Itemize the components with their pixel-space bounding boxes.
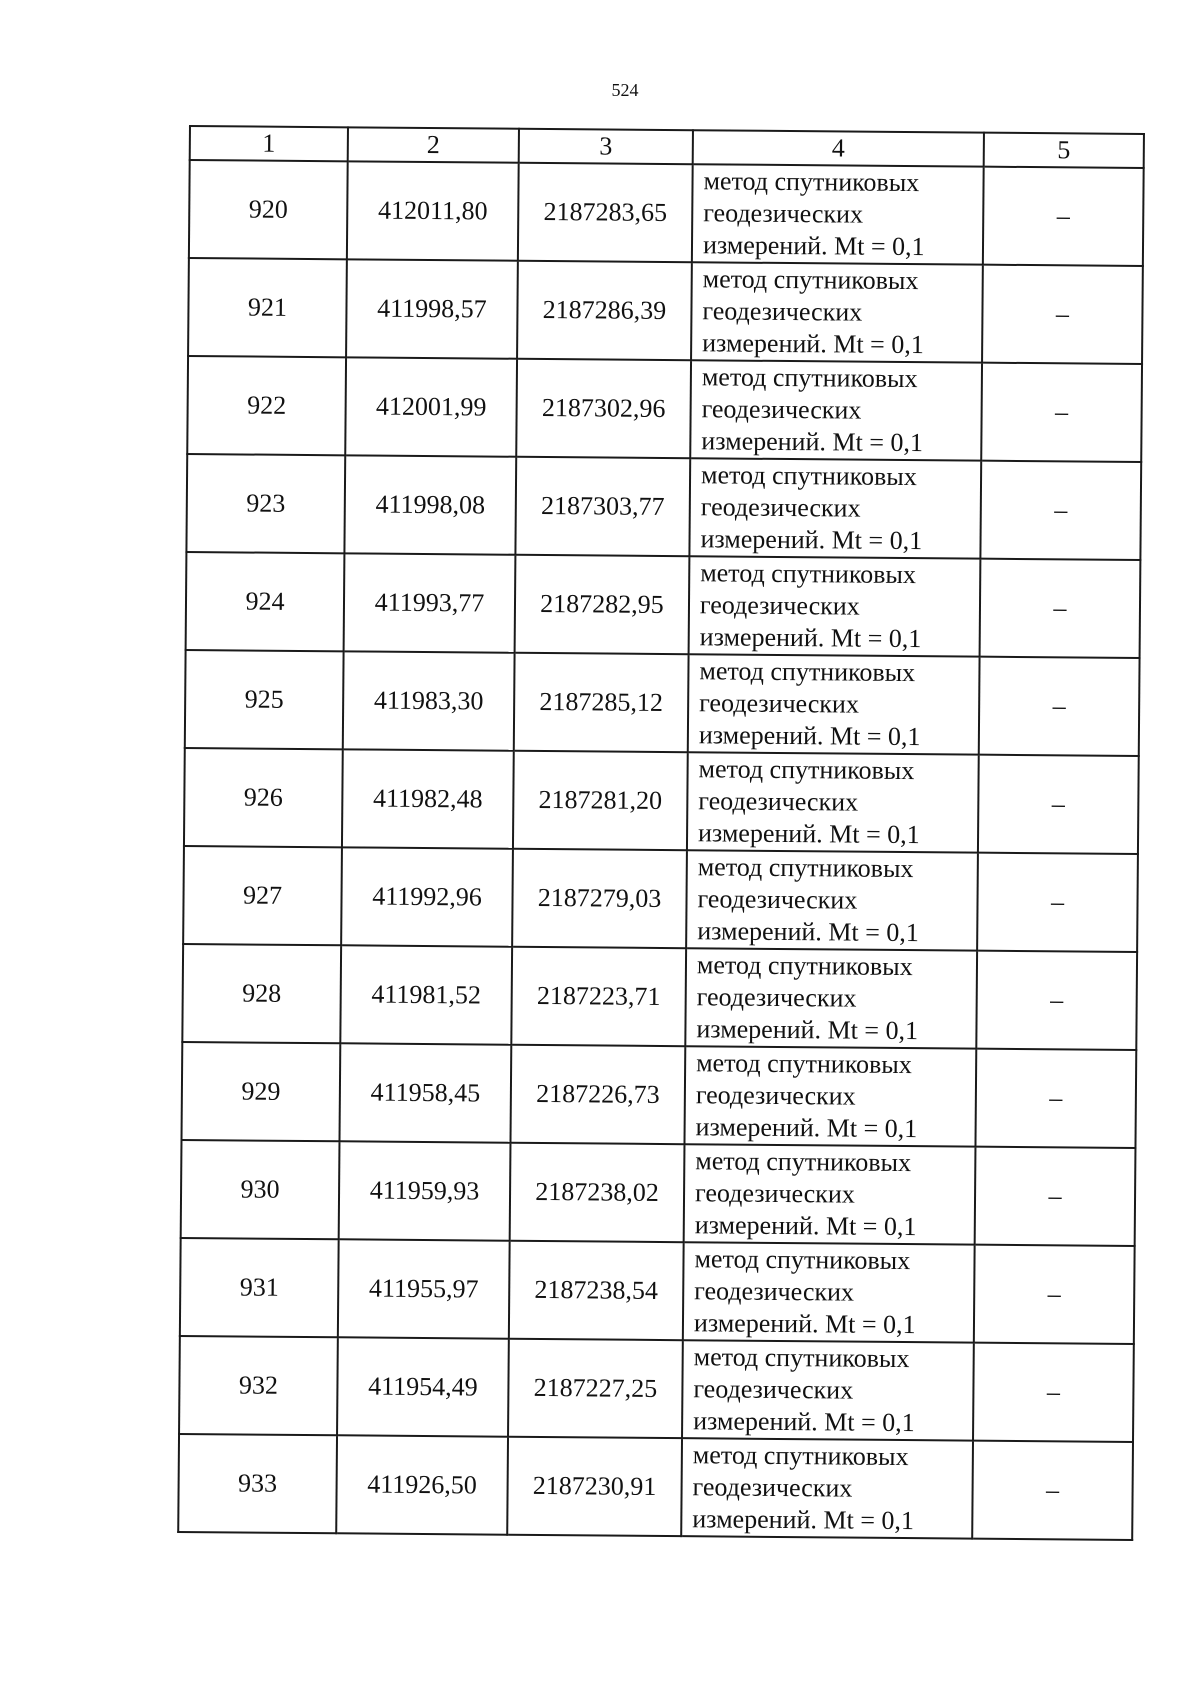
method-text-line-3: измерений. Mt = 0,1 <box>698 720 921 752</box>
x-coordinate-cell: 411983,30 <box>343 651 515 750</box>
method-text-line-1: метод спутниковых <box>693 1342 910 1374</box>
table-row <box>187 356 1142 462</box>
method-text-line-3: измерений. Mt = 0,1 <box>699 622 922 654</box>
y-coordinate-cell: 2187279,03 <box>512 849 687 948</box>
table-row <box>184 748 1139 854</box>
y-coordinate-cell: 2187238,54 <box>509 1241 684 1340</box>
method-text-line-3: измерений. Mt = 0,1 <box>694 1210 917 1242</box>
description-cell: – <box>974 1245 1135 1344</box>
description-cell: – <box>973 1343 1134 1442</box>
y-coordinate-cell: 2187227,25 <box>508 1339 683 1438</box>
point-number-cell: 921 <box>188 258 347 357</box>
table-row <box>186 552 1141 658</box>
point-number-cell: 925 <box>185 650 344 749</box>
method-text-line-1: метод спутниковых <box>696 1048 912 1080</box>
method-cell <box>690 360 982 460</box>
y-coordinate-cell: 2187286,39 <box>517 261 692 360</box>
table-row <box>182 944 1137 1050</box>
y-coordinate-cell: 2187281,20 <box>513 751 688 850</box>
method-text-line-1: метод спутниковых <box>697 852 914 884</box>
coordinates-table <box>177 125 1145 1541</box>
table-row <box>178 1434 1133 1540</box>
method-cell <box>689 458 981 558</box>
method-text-line-3: измерений. Mt = 0,1 <box>697 916 919 948</box>
table-row <box>181 1140 1136 1246</box>
method-cell <box>691 262 983 362</box>
table-row <box>189 160 1144 266</box>
method-text-line-2: геодезических <box>701 394 862 425</box>
method-text-line-3: измерений. Mt = 0,1 <box>693 1406 915 1438</box>
y-coordinate-cell: 2187285,12 <box>514 653 689 752</box>
description-cell: – <box>980 559 1141 658</box>
method-text-line-3: измерений. Mt = 0,1 <box>693 1308 916 1340</box>
point-number-cell: 933 <box>178 1434 337 1533</box>
x-coordinate-cell: 411993,77 <box>344 553 516 652</box>
description-cell: – <box>975 1147 1136 1246</box>
description-cell: – <box>978 755 1139 854</box>
y-coordinate-cell: 2187226,73 <box>510 1045 685 1144</box>
method-text-line-1: метод спутниковых <box>692 1440 909 1472</box>
method-cell <box>684 1144 976 1244</box>
x-coordinate-cell: 411998,57 <box>346 259 518 358</box>
y-coordinate-cell: 2187283,65 <box>518 163 693 262</box>
method-text-line-3: измерений. Mt = 0,1 <box>700 524 923 556</box>
method-cell <box>684 1046 976 1146</box>
method-text-line-2: геодезических <box>702 296 863 327</box>
method-text-line-1: метод спутниковых <box>700 460 917 492</box>
x-coordinate-cell: 411926,50 <box>336 1435 508 1534</box>
x-coordinate-cell: 411992,96 <box>341 847 513 946</box>
table-row <box>185 650 1140 756</box>
method-text-line-3: измерений. Mt = 0,1 <box>702 230 925 262</box>
point-number-cell: 922 <box>187 356 346 455</box>
point-number-cell: 923 <box>186 454 345 553</box>
method-text-line-1: метод спутниковых <box>695 1146 912 1178</box>
y-coordinate-cell: 2187302,96 <box>516 359 691 458</box>
point-number-cell: 930 <box>181 1140 340 1239</box>
description-cell: – <box>972 1441 1133 1540</box>
point-number-cell: 932 <box>179 1336 338 1435</box>
x-coordinate-cell: 411958,45 <box>339 1043 511 1142</box>
description-cell: – <box>979 657 1140 756</box>
y-coordinate-cell: 2187223,71 <box>511 947 686 1046</box>
method-text-line-1: метод спутниковых <box>694 1244 911 1276</box>
description-cell: – <box>977 853 1138 952</box>
method-text-line-2: геодезических <box>695 1080 856 1111</box>
column-header-2: 2 <box>348 127 519 162</box>
method-text-line-2: геодезических <box>699 688 860 719</box>
description-cell: – <box>980 461 1141 560</box>
point-number-cell: 929 <box>181 1042 340 1141</box>
method-text-line-2: геодезических <box>694 1178 855 1209</box>
description-cell: – <box>975 1049 1136 1148</box>
point-number-cell: 924 <box>186 552 345 651</box>
y-coordinate-cell: 2187230,91 <box>507 1437 682 1536</box>
column-header-3: 3 <box>519 129 693 164</box>
method-text-line-3: измерений. Mt = 0,1 <box>701 426 924 458</box>
method-text-line-3: измерений. Mt = 0,1 <box>695 1112 918 1144</box>
method-text-line-2: геодезических <box>700 492 861 523</box>
column-header-4: 4 <box>693 130 984 166</box>
y-coordinate-cell: 2187238,02 <box>510 1143 685 1242</box>
method-text-line-2: геодезических <box>694 1276 855 1307</box>
table-body <box>178 160 1143 1540</box>
method-text-line-3: измерений. Mt = 0,1 <box>692 1504 915 1536</box>
table-row <box>180 1238 1135 1344</box>
table-row <box>186 454 1141 560</box>
description-cell: – <box>981 363 1142 462</box>
page-number: 524 <box>611 80 639 100</box>
x-coordinate-cell: 411981,52 <box>340 945 512 1044</box>
column-header-5: 5 <box>984 133 1144 168</box>
method-text-line-2: геодезических <box>699 590 860 621</box>
method-cell <box>685 948 977 1048</box>
method-text-line-1: метод спутниковых <box>698 754 915 786</box>
method-cell <box>688 654 980 754</box>
x-coordinate-cell: 411955,97 <box>338 1239 510 1338</box>
method-cell <box>681 1438 973 1538</box>
y-coordinate-cell: 2187303,77 <box>515 457 690 556</box>
point-number-cell: 931 <box>180 1238 339 1337</box>
method-cell <box>683 1242 975 1342</box>
table-row <box>183 846 1138 952</box>
method-cell <box>689 556 981 656</box>
description-cell: – <box>982 265 1143 364</box>
table-row <box>179 1336 1134 1442</box>
method-cell <box>686 850 978 950</box>
point-number-cell: 920 <box>189 160 348 259</box>
method-text-line-2: геодезических <box>697 884 858 915</box>
method-text-line-3: измерений. Mt = 0,1 <box>697 818 920 850</box>
method-text-line-2: геодезических <box>692 1472 853 1503</box>
table-row <box>181 1042 1136 1148</box>
method-text-line-2: геодезических <box>693 1374 854 1405</box>
method-cell <box>687 752 979 852</box>
x-coordinate-cell: 411982,48 <box>342 749 514 848</box>
x-coordinate-cell: 411959,93 <box>339 1141 511 1240</box>
point-number-cell: 928 <box>182 944 341 1043</box>
x-coordinate-cell: 411954,49 <box>337 1337 509 1436</box>
method-text-line-1: метод спутниковых <box>700 558 917 590</box>
method-text-line-3: измерений. Mt = 0,1 <box>696 1014 919 1046</box>
description-cell: – <box>976 951 1137 1050</box>
method-text-line-1: метод спутниковых <box>696 950 913 982</box>
method-cell <box>682 1340 974 1440</box>
x-coordinate-cell: 412001,99 <box>345 357 517 456</box>
point-number-cell: 926 <box>184 748 343 847</box>
method-text-line-1: метод спутниковых <box>702 264 919 296</box>
method-text-line-1: метод спутниковых <box>703 166 920 198</box>
table-row <box>188 258 1143 364</box>
column-header-1: 1 <box>190 126 348 161</box>
method-text-line-2: геодезических <box>698 786 859 817</box>
method-text-line-3: измерений. Mt = 0,1 <box>702 328 924 360</box>
x-coordinate-cell: 411998,08 <box>344 455 516 554</box>
method-text-line-2: геодезических <box>703 198 864 229</box>
method-text-line-1: метод спутниковых <box>701 362 918 394</box>
method-cell <box>692 164 984 264</box>
y-coordinate-cell: 2187282,95 <box>515 555 690 654</box>
description-cell: – <box>983 167 1144 266</box>
method-text-line-2: геодезических <box>696 982 857 1013</box>
x-coordinate-cell: 412011,80 <box>347 161 519 260</box>
point-number-cell: 927 <box>183 846 342 945</box>
method-text-line-1: метод спутниковых <box>699 656 916 688</box>
